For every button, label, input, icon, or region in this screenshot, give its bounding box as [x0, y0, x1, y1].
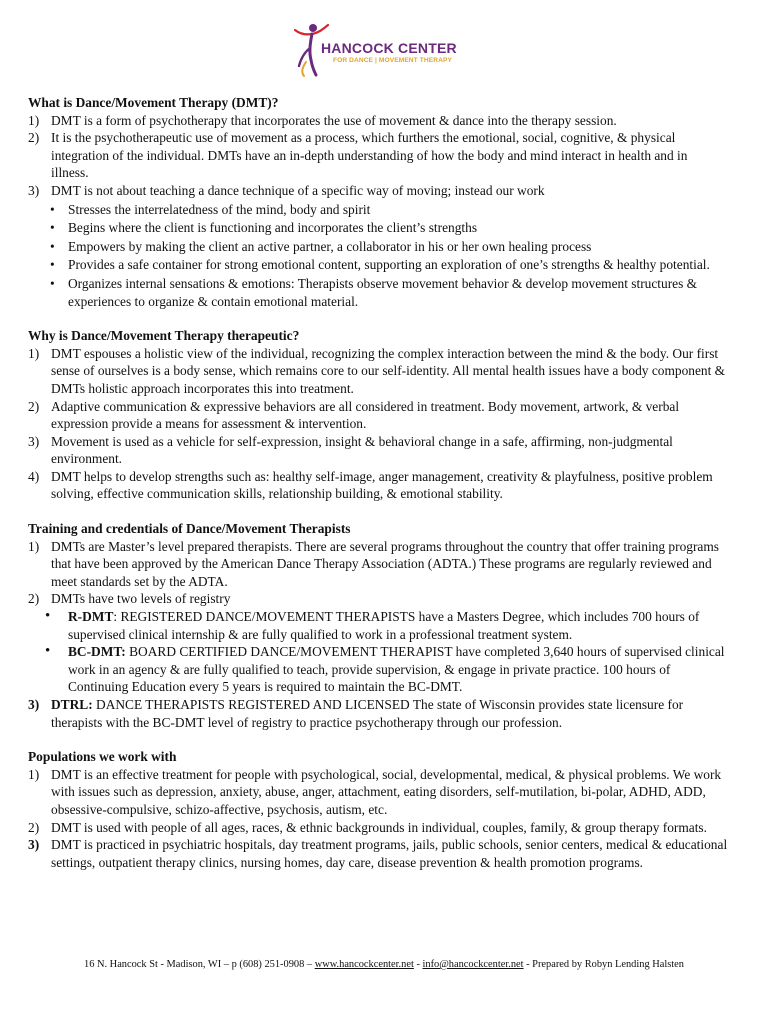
credential-term: DTRL:: [51, 697, 93, 712]
section-training-credentials: [28, 520, 728, 731]
list-item: [28, 398, 728, 433]
list-item: [28, 182, 728, 310]
section-populations: [28, 748, 728, 871]
bullet-text: Provides a safe container for strong emotional content, supporting an exploration of one’s strengths & healthy potential.: [68, 257, 710, 273]
item-text: It is the psychotherapeutic use of movement as a process, which furthers the emotional, social, cognitive, & physical integration of the individual. DMTs have an in-depth understanding of how the body and mind interact in health and in illness.: [51, 130, 688, 181]
bullet-item: [28, 201, 728, 219]
bullet-text: Empowers by making the client an active partner, a collaborator in his or her own healing process: [68, 238, 592, 254]
credential-text: : REGISTERED DANCE/MOVEMENT THERAPISTS have a Masters Degree, which includes 700 hours of supervised clinical internship & are fully qualified to work in a professional treatment system.: [68, 609, 700, 642]
item-number: 2): [28, 591, 40, 607]
item-number: 3): [28, 182, 40, 198]
list-item: [28, 819, 728, 837]
item-number: 1): [28, 538, 40, 554]
logo-name: HANCOCK CENTER: [321, 40, 457, 56]
credential-list: [28, 608, 728, 696]
hancock-center-logo: [292, 22, 482, 78]
item-number: 3): [28, 433, 40, 449]
bullet-icon: •: [50, 238, 55, 254]
list-item: [28, 112, 728, 130]
item-number: 3): [28, 697, 40, 712]
item-text: DMT is used with people of all ages, races, & ethnic backgrounds in individual, couples, family, & group therapy formats.: [51, 819, 707, 835]
list-item: [28, 538, 728, 591]
item-text: DMT is not about teaching a dance technique of a specific way of moving; instead our work: [51, 182, 545, 198]
list-item: [28, 590, 728, 696]
credential-term: R-DMT: [68, 609, 114, 625]
bullet-text: Begins where the client is functioning and incorporates the client’s strengths: [68, 220, 478, 236]
list-item: [28, 345, 728, 398]
bullet-icon: •: [50, 201, 55, 217]
item-text: DMTs are Master’s level prepared therapists. There are several programs throughout the country that offer training programs that have been approved by the American Dance Therapy Association (ADTA.) These programs are regularly reviewed and meet standards set by the ADTA.: [51, 538, 720, 589]
section-title: Why is Dance/Movement Therapy therapeutic?: [28, 328, 300, 344]
item-number: 1): [28, 345, 40, 361]
list-item: [28, 468, 728, 503]
item-text: Movement is used as a vehicle for self-expression, insight & behavioral change in a safe, affirming, non-judgmental environment.: [51, 433, 673, 467]
numbered-list: [28, 112, 728, 311]
bullet-item: [28, 238, 728, 256]
item-number: 1): [28, 112, 40, 128]
item-number: 2): [28, 130, 40, 146]
section-title: Training and credentials of Dance/Movement Therapists: [28, 521, 351, 537]
bullet-item: [28, 256, 728, 274]
footer-separator: -: [413, 959, 423, 970]
document-body: [28, 94, 728, 888]
item-number: 1): [28, 766, 40, 782]
bullet-icon: •: [45, 608, 51, 625]
credential-item-bcdmt: [28, 643, 728, 696]
list-item: [28, 696, 728, 731]
bullet-icon: •: [50, 220, 55, 236]
list-item: [28, 836, 728, 871]
list-item: [28, 433, 728, 468]
numbered-list: [28, 766, 728, 872]
bullet-icon: •: [50, 257, 55, 273]
item-number: 3): [28, 837, 40, 853]
section-title: Populations we work with: [28, 749, 177, 765]
item-number: 2): [28, 819, 40, 835]
item-text: DMT is practiced in psychiatric hospitals, day treatment programs, jails, public schools, senior centers, medical & educational settings, outpatient therapy clinics, nursing homes, day care, disease prevention & health promotion programs.: [51, 837, 728, 870]
numbered-list: [28, 345, 728, 503]
credential-term: BC-DMT:: [68, 644, 126, 660]
page-footer: [0, 959, 768, 970]
credential-item-rdmt: [28, 608, 728, 643]
bullet-icon: •: [45, 643, 51, 660]
item-text: Adaptive communication & expressive behaviors are all considered in treatment. Body movement, artwork, & verbal expression provide a means for assessment & intervention.: [51, 398, 680, 432]
numbered-list: [28, 538, 728, 732]
bullet-text: Organizes internal sensations & emotions: Therapists observe movement behavior & develop movement structures & experiences to organize & contain emotional material.: [68, 275, 698, 309]
credential-text: BOARD CERTIFIED DANCE/MOVEMENT THERAPIST have completed 3,640 hours of supervised clinical work in an agency & are fully qualified to teach, provide supervision, & engage in private practice. 100 hours of Continuing Education every 5 years is required to maintain the BC-DMT.: [68, 644, 725, 695]
bullet-list: [28, 201, 728, 311]
item-text: DANCE THERAPISTS REGISTERED AND LICENSED The state of Wisconsin provides state licensure for therapists with the BC-DMT level of registry to practice psychotherapy through our profession.: [51, 697, 684, 730]
item-text: DMTs have two levels of registry: [51, 591, 231, 607]
email-link[interactable]: info@hancockcenter.net: [422, 959, 524, 970]
item-text: DMT is an effective treatment for people with psychological, social, developmental, medical, & physical problems. We work with issues such as depression, anxiety, abuse, anger, attachment, eating disorders, self-mutilation, bi-polar, ADHD, ADD, obsessive-compulsive, schizo-affective, psychosis, autism, etc.: [51, 766, 722, 817]
bullet-item: [28, 219, 728, 237]
section-why-therapeutic: [28, 327, 728, 503]
bullet-icon: •: [50, 275, 55, 291]
item-text: DMT is a form of psychotherapy that incorporates the use of movement & dance into the therapy session.: [51, 112, 617, 128]
footer-address: 16 N. Hancock St - Madison, WI – p (608) 251-0908 –: [84, 959, 315, 970]
website-link[interactable]: www.hancockcenter.net: [314, 959, 414, 970]
bullet-item: [28, 275, 728, 310]
list-item: [28, 129, 728, 182]
bullet-text: Stresses the interrelatedness of the mind, body and spirit: [68, 201, 371, 217]
footer-credit: - Prepared by Robyn Lending Halsten: [523, 959, 684, 970]
logo-tagline: FOR DANCE | MOVEMENT THERAPY: [333, 57, 452, 64]
item-number: 4): [28, 468, 40, 484]
item-text: DMT helps to develop strengths such as: healthy self-image, anger management, creativity & playfulness, positive problem solving, effective communication skills, relationship building, & emotional stability.: [51, 468, 713, 502]
section-what-is-dmt: [28, 94, 728, 310]
section-title: What is Dance/Movement Therapy (DMT)?: [28, 95, 279, 110]
item-text: DMT espouses a holistic view of the individual, recognizing the complex interaction between the mind & the body. Our first sense of ourselves is a body sense, which remains core to our self-identity. All mental health issues have a body component & DMTs holistic approach incorporates this into treatment.: [51, 345, 726, 396]
item-number: 2): [28, 398, 40, 414]
list-item: [28, 766, 728, 819]
